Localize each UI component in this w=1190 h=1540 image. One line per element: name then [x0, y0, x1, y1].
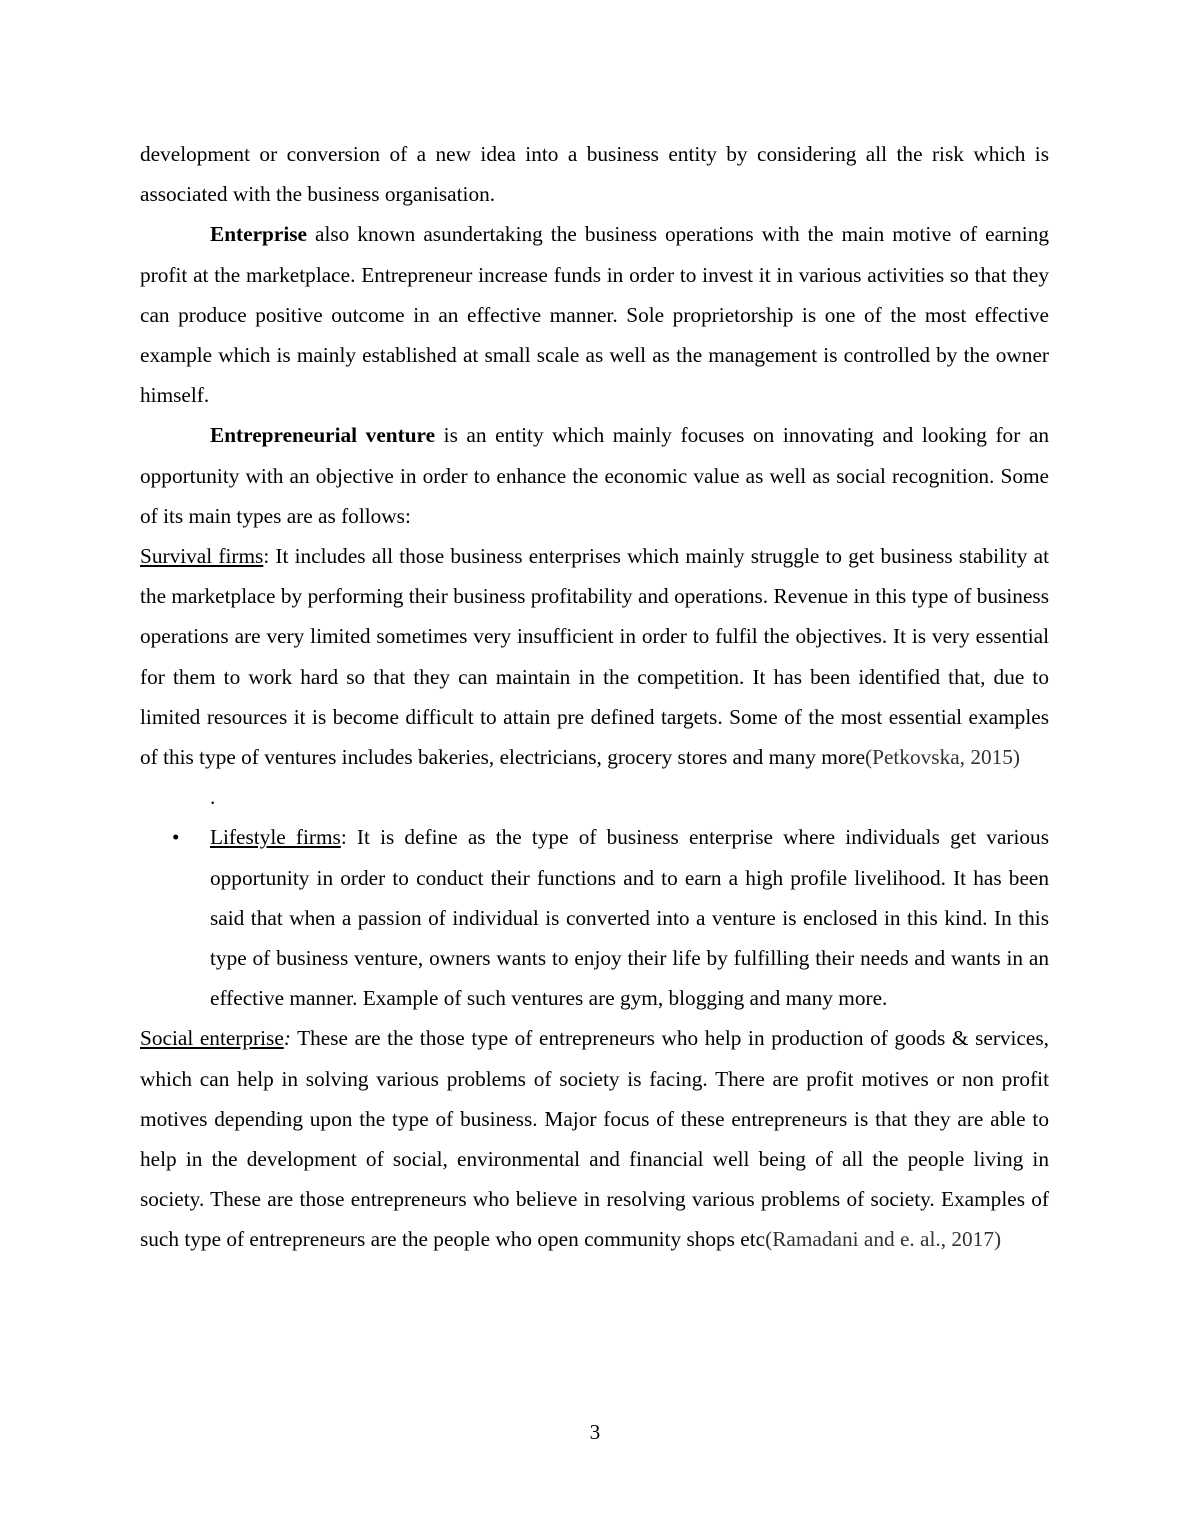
page-number: 3 [589, 1420, 601, 1444]
lifestyle-firms-list-item [140, 817, 1049, 1018]
bullet-icon: • [172, 825, 180, 850]
lifestyle-firms-text: : It is define as the type of business enterprise where individuals get various opportunity in order to conduct their functions and to earn a high profile livelihood. It has been said that when a passion of individual is converted into a venture is enclosed in this kind. In this type of business venture, owners wants to enjoy their life by fulfilling their needs and wants in an effective manner. Example of such ventures are gym, blogging and many more. [210, 825, 1049, 1011]
stray-dot-line [140, 777, 1049, 817]
survival-firms-paragraph [140, 536, 1049, 777]
enterprise-text: also known asundertaking the business operations with the main motive of earning profit at the marketplace. Entrepreneur increase funds in order to invest it in various activities so that they can produce positive outcome in an effective manner. Sole proprietorship is one of the most effective example which is mainly established at small scale as well as the management is controlled by the owner himself. [140, 222, 1049, 408]
survival-firms-heading: Survival firms [140, 544, 264, 569]
venture-paragraph [140, 415, 1049, 536]
intro-text: development or conversion of a new idea into a business entity by considering all the risk which is associated with the business organisation. [140, 142, 1049, 207]
social-enterprise-paragraph [140, 1018, 1049, 1259]
enterprise-term: Enterprise [210, 222, 308, 247]
document-body [140, 134, 1049, 1260]
lifestyle-firms-heading: Lifestyle firms [210, 825, 341, 850]
venture-text: is an entity which mainly focuses on innovating and looking for an opportunity with an objective in order to enhance the economic value as well as social recognition. Some of its main types are as follows: [140, 423, 1049, 528]
social-enterprise-text: These are the those type of entrepreneurs who help in production of goods & services, which can help in solving various problems of society is facing. There are profit motives or non profit motives depending upon the type of business. Major focus of these entrepreneurs is that they are able to help in the development of social, environmental and financial well being of all the people living in society. These are those entrepreneurs who believe in resolving various problems of society. Examples of such type of entrepreneurs are the people who open community shops etc [140, 1026, 1049, 1252]
survival-firms-text: : It includes all those business enterprises which mainly struggle to get business stability at the marketplace by performing their business profitability and operations. Revenue in this type of business operations are very limited sometimes very insufficient in order to fulfil the objectives. It is very essential for them to work hard so that they can maintain in the competition. It has been identified that, due to limited resources it is become difficult to attain pre defined targets. Some of the most essential examples of this type of ventures includes bakeries, electricians, grocery stores and many more [140, 544, 1049, 770]
enterprise-paragraph [140, 214, 1049, 415]
social-citation: (Ramadani and e. al., 2017) [765, 1227, 1002, 1252]
intro-paragraph [140, 134, 1049, 214]
social-enterprise-heading: Social enterprise [140, 1026, 284, 1051]
social-enterprise-colon: : [283, 1026, 291, 1051]
survival-citation: (Petkovska, 2015) [865, 745, 1021, 770]
venture-term: Entrepreneurial venture [210, 423, 436, 448]
stray-dot: . [210, 785, 216, 810]
